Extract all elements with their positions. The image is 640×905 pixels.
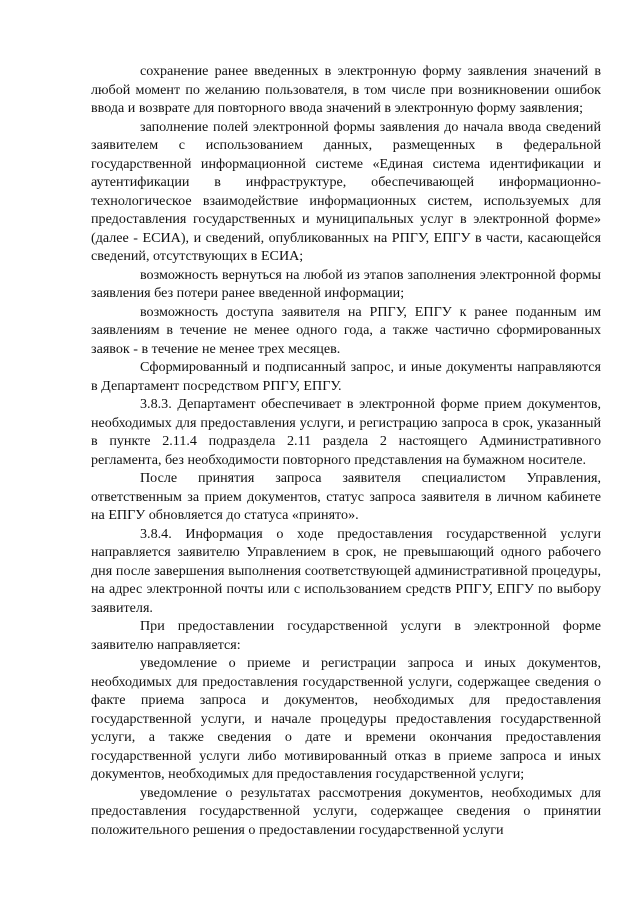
paragraph-request-sent: Сформированный и подписанный запрос, и иные документы направляются в Департамент посредством РПГУ, ЕПГУ. bbox=[91, 359, 601, 394]
paragraph-3-8-3: 3.8.3. Департамент обеспечивает в электронной форме прием документов, необходимых для предоставления услуги, и регистрацию запроса в срок, указанный в пункте 2.11.4 подраздела 2.11 раздела 2 настоящего Административного регламента, без необходимости повторного представления на бумажном носителе. bbox=[91, 396, 601, 468]
paragraph-3-8-4: 3.8.4. Информация о ходе предоставления государственной услуги направляется заявителю Управлением в срок, не превышающий одного рабочего дня после завершения выполнения соответствующей административной процедуры, на адрес электронной почты или с использованием средств РПГУ, ЕПГУ по выбору заявителя. bbox=[91, 525, 601, 616]
paragraph-autofill-esia: заполнение полей электронной формы заявления до начала ввода сведений заявителем с использованием данных, размещенных в федеральной государственной информационной системе «Единая система идентификации и аутентификации в инфраструктуре, обеспечивающей информационно-технологическое взаимодействие информационных систем, используемых для предоставления государственных и муниципальных услуг в электронной форме» (далее - ЕСИА), и сведений, опубликованных на РПГУ, ЕПГУ в части, касающейся сведений, отсутствующих в ЕСИА; bbox=[91, 118, 601, 264]
paragraph-status-accepted: После принятия запроса заявителя специалистом Управления, ответственным за прием документов, статус запроса заявителя в личном кабинете на ЕПГУ обновляется до статуса «принято». bbox=[91, 470, 601, 523]
paragraph-sent-to-applicant: При предоставлении государственной услуги в электронной форме заявителю направляется: bbox=[91, 618, 601, 653]
paragraph-receipt-notice: уведомление о приеме и регистрации запроса и иных документов, необходимых для предоставления государственной услуги, содержащее сведения о факте приема запроса и документов, необходимых для предоставления государственной услуги, и начале процедуры предоставления государственной услуги, а также сведения о дате и времени окончания предоставления государственной услуги либо мотивированный отказ в приеме запроса и иных документов, необходимых для предоставления государственной услуги; bbox=[91, 655, 601, 782]
document-page bbox=[91, 62, 601, 839]
paragraph-access-previous: возможность доступа заявителя на РПГУ, ЕПГУ к ранее поданным им заявлениям в течение не менее одного года, а также частично сформированных заявок - в течение не менее трех месяцев. bbox=[91, 303, 601, 357]
paragraph-save-values: сохранение ранее введенных в электронную форму заявления значений в любой момент по желанию пользователя, в том числе при возникновении ошибок ввода и возврате для повторного ввода значений в электронную форму заявления; bbox=[91, 63, 601, 116]
paragraph-result-notice: уведомление о результатах рассмотрения документов, необходимых для предоставления государственной услуги, содержащее сведения о принятии положительного решения о предоставлении государственной услуги bbox=[91, 784, 601, 838]
paragraph-return-to-step: возможность вернуться на любой из этапов заполнения электронной формы заявления без потери ранее введенной информации; bbox=[91, 266, 601, 301]
